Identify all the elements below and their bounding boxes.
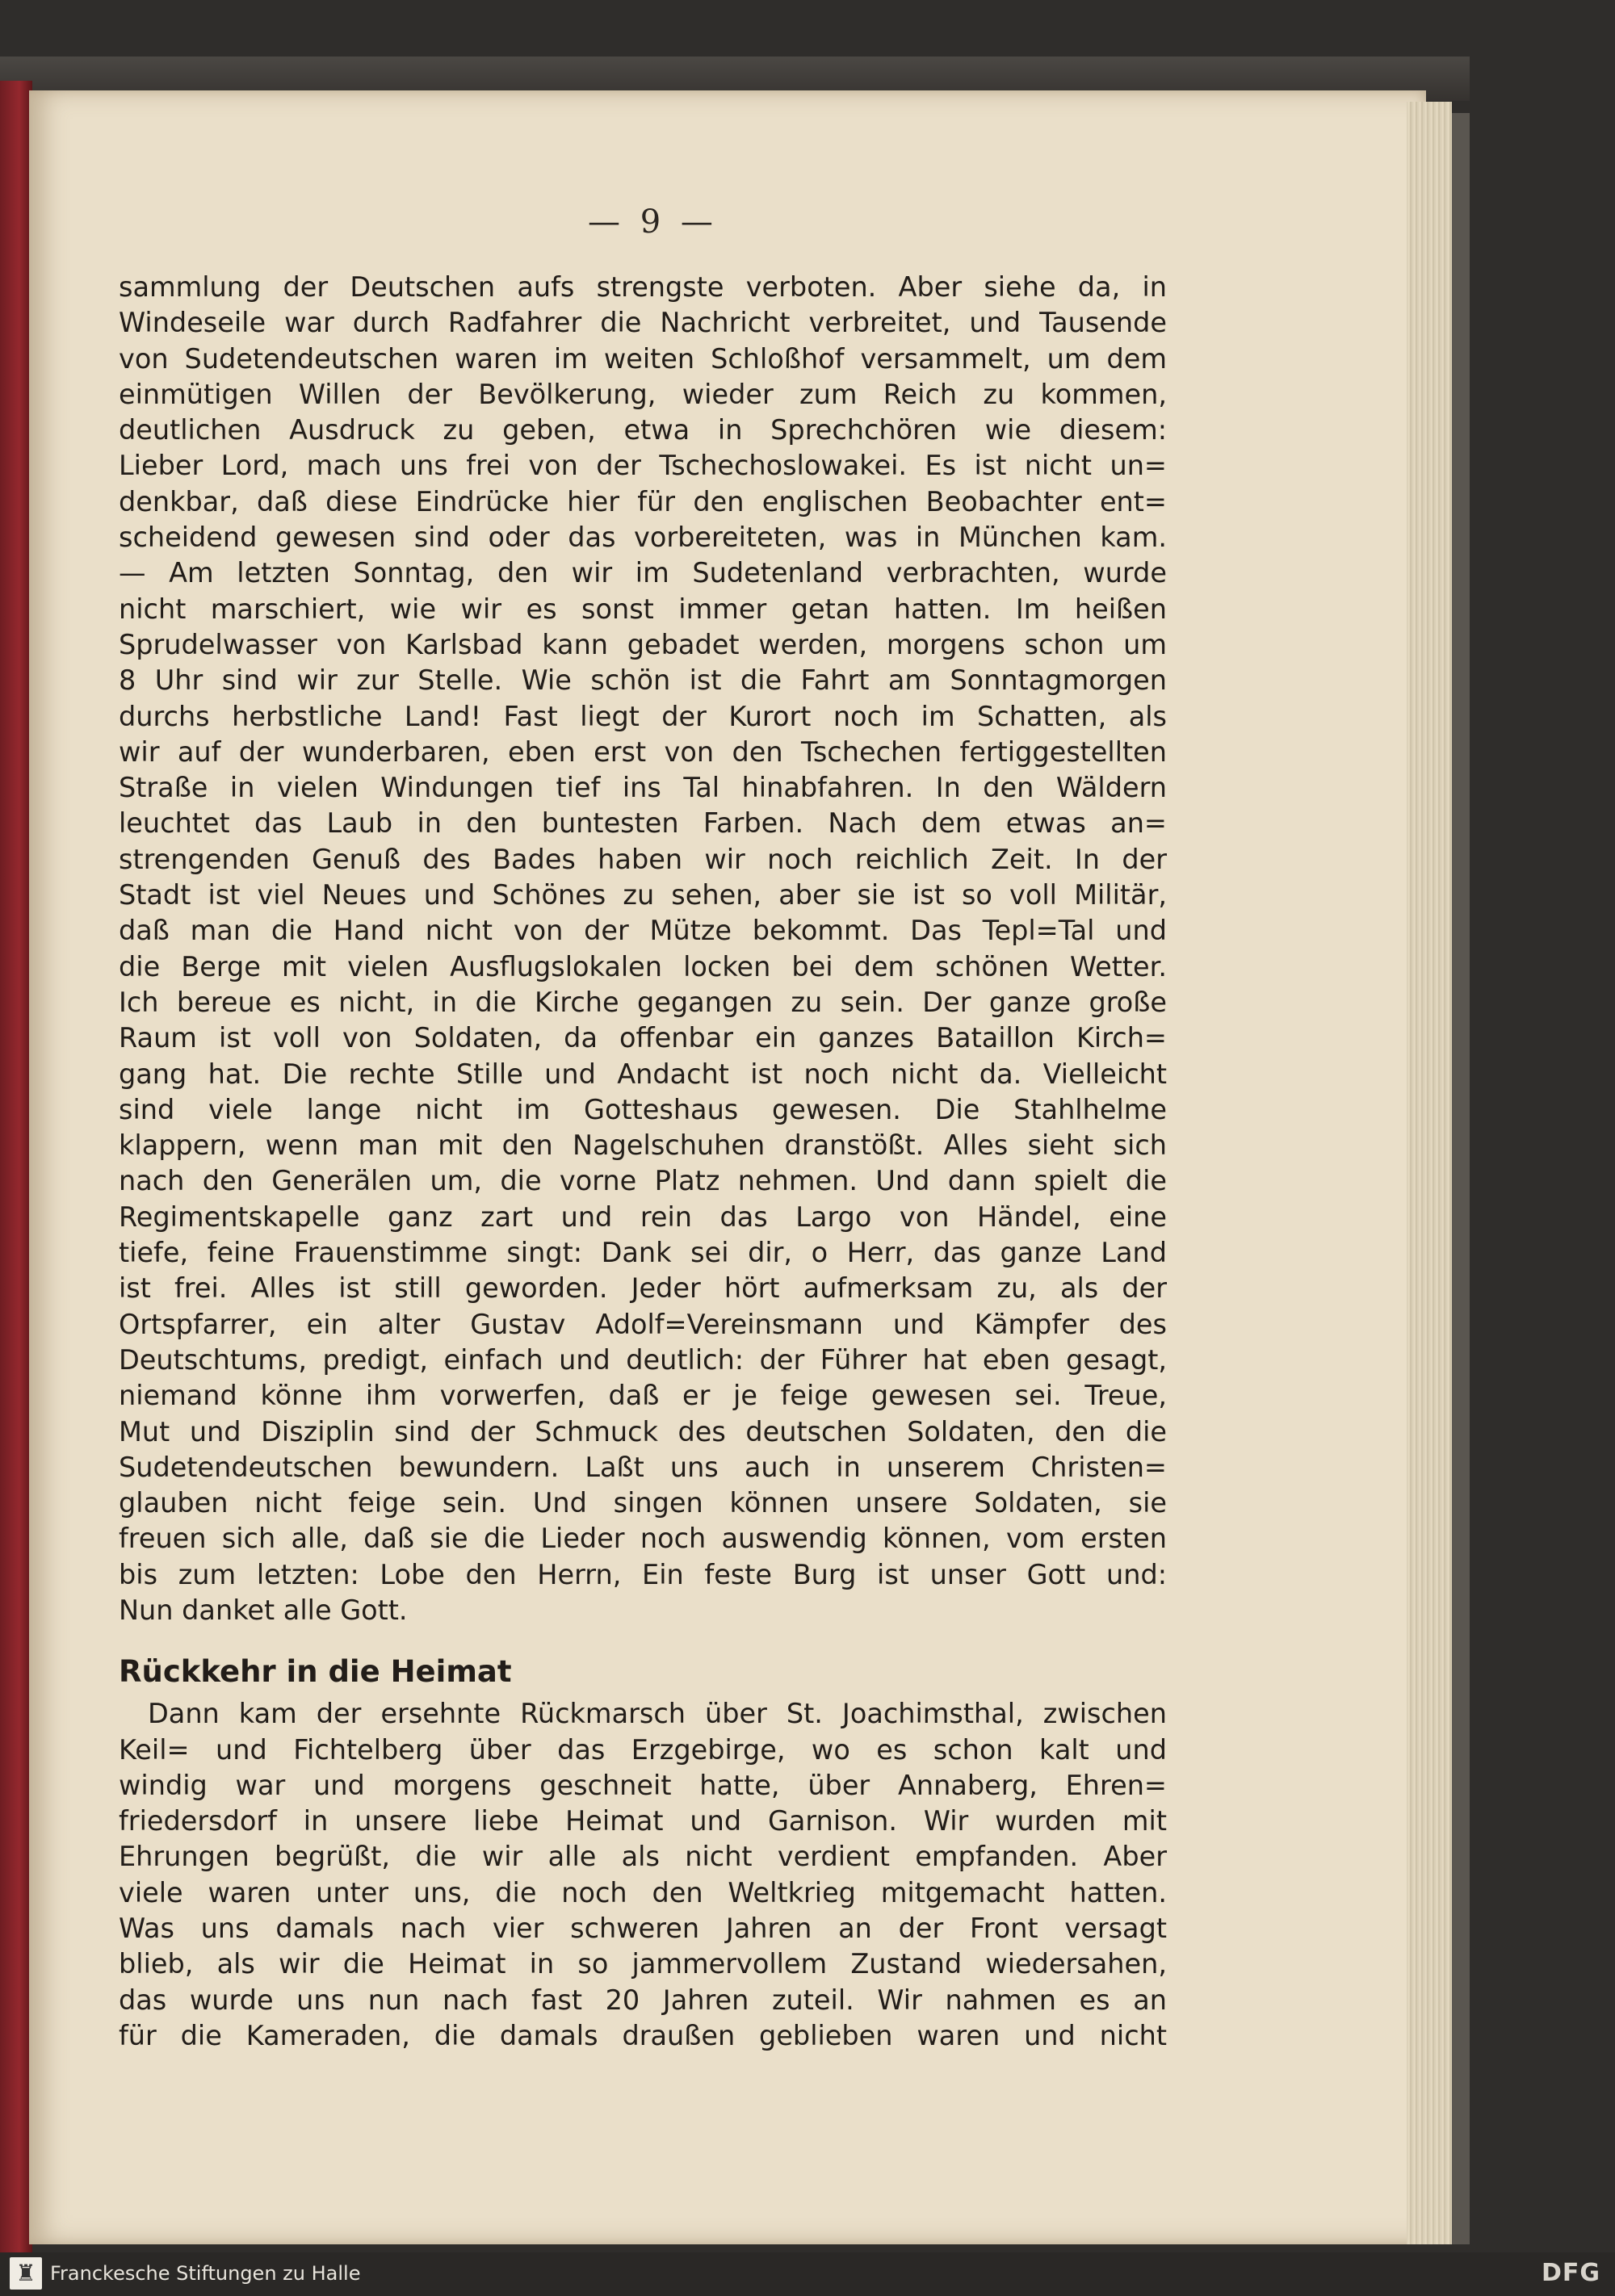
text-line: Ortspfarrer, ein alter Gustav Adolf=Vereinsmann und Kämpfer des	[119, 1308, 1167, 1340]
text-line: durchs herbstliche Land! Fast liegt der Kurort noch im Schatten, als	[119, 700, 1167, 732]
text-line: sind viele lange nicht im Gotteshaus gewesen. Die Stahlhelme	[119, 1093, 1167, 1125]
dfg-logo: DFG	[1541, 2259, 1600, 2287]
text-line: wir auf der wunderbaren, eben erst von den Tschechen fertiggestellten	[119, 735, 1167, 768]
text-line: friedersdorf in unsere liebe Heimat und Garnison. Wir wurden mit	[119, 1805, 1167, 1837]
text-line: von Sudetendeutschen waren im weiten Schloßhof versammelt, um dem	[119, 342, 1167, 375]
text-line: strengenden Genuß des Bades haben wir noch reichlich Zeit. In der	[119, 843, 1167, 875]
text-line: für die Kameraden, die damals draußen geblieben waren und nicht	[119, 2019, 1167, 2051]
text-line: Keil= und Fichtelberg über das Erzgebirge, wo es schon kalt und	[119, 1733, 1167, 1766]
text-line: freuen sich alle, daß sie die Lieder noch auswendig können, vom ersten	[119, 1523, 1167, 1555]
text-line: denkbar, daß diese Eindrücke hier für den englischen Beobachter ent=	[119, 485, 1167, 517]
text-line: 8 Uhr sind wir zur Stelle. Wie schön ist die Fahrt am Sonntagmorgen	[119, 664, 1167, 697]
text-line: tiefe, feine Frauenstimme singt: Dank sei dir, o Herr, das ganze Land	[119, 1237, 1167, 1269]
text-line: klappern, wenn man mit den Nagelschuhen dranstößt. Alles sieht sich	[119, 1129, 1167, 1162]
text-line: leuchtet das Laub in den buntesten Farben. Nach dem etwas an=	[119, 807, 1167, 840]
page-stack-edge	[1407, 102, 1452, 2244]
text-line: bis zum letzten: Lobe den Herrn, Ein feste Burg ist unser Gott und:	[119, 1558, 1167, 1590]
text-line: glauben nicht feige sein. Und singen können unsere Soldaten, sie	[119, 1487, 1167, 1519]
text-line: gang hat. Die rechte Stille und Andacht ist noch nicht da. Vielleicht	[119, 1058, 1167, 1090]
text-line: Nun danket alle Gott.	[119, 1594, 408, 1626]
text-line: Ehrungen begrüßt, die wir alle als nicht verdient empfanden. Aber	[119, 1841, 1167, 1873]
institution-logo-icon: ♜	[10, 2257, 42, 2290]
text-line: das wurde uns nun nach fast 20 Jahren zuteil. Wir nahmen es an	[119, 1984, 1167, 2016]
page-body	[119, 270, 1167, 2054]
text-line: windig war und morgens geschneit hatte, über Annaberg, Ehren=	[119, 1769, 1167, 1801]
page-number-header: — 9 —	[588, 203, 718, 241]
text-line: sammlung der Deutschen aufs strengste verboten. Aber siehe da, in	[119, 271, 1167, 303]
text-line: Dann kam der ersehnte Rückmarsch über St. Joachimsthal, zwischen	[148, 1698, 1167, 1730]
text-line: Lieber Lord, mach uns frei von der Tschechoslowakei. Es ist nicht un=	[119, 450, 1167, 482]
text-line: Windeseile war durch Radfahrer die Nachricht verbreitet, und Tausende	[119, 307, 1167, 339]
text-line: nicht marschiert, wie wir es sonst immer getan hatten. Im heißen	[119, 593, 1167, 625]
book-cover-edge	[0, 81, 32, 2252]
text-line: nach den Generälen um, die vorne Platz nehmen. Und dann spielt die	[119, 1165, 1167, 1197]
text-line: Regimentskapelle ganz zart und rein das Largo von Händel, eine	[119, 1200, 1167, 1233]
section-heading: Rückkehr in die Heimat	[119, 1654, 512, 1690]
text-line: deutlichen Ausdruck zu geben, etwa in Sprechchören wie diesem:	[119, 414, 1167, 446]
text-line: Deutschtums, predigt, einfach und deutlich: der Führer hat eben gesagt,	[119, 1343, 1167, 1376]
viewer-footer	[0, 2252, 1615, 2296]
text-line: daß man die Hand nicht von der Mütze bekommt. Das Tepl=Tal und	[119, 915, 1167, 947]
text-line: die Berge mit vielen Ausflugslokalen locken bei dem schönen Wetter.	[119, 950, 1167, 983]
text-line: ist frei. Alles ist still geworden. Jeder hört aufmerksam zu, als der	[119, 1272, 1167, 1305]
text-line: scheidend gewesen sind oder das vorbereiteten, was in München kam.	[119, 522, 1167, 554]
text-line: — Am letzten Sonntag, den wir im Sudetenland verbrachten, wurde	[119, 557, 1167, 589]
institution-name: Franckesche Stiftungen zu Halle	[50, 2262, 361, 2285]
text-line: niemand könne ihm vorwerfen, daß er je feige gewesen sei. Treue,	[119, 1380, 1167, 1412]
text-line: Ich bereue es nicht, in die Kirche gegangen zu sein. Der ganze große	[119, 986, 1167, 1018]
text-line: Mut und Disziplin sind der Schmuck des deutschen Soldaten, den die	[119, 1415, 1167, 1448]
page-stack-shadow	[1452, 113, 1470, 2244]
text-line: Stadt ist viel Neues und Schönes zu sehen, aber sie ist so voll Militär,	[119, 879, 1167, 911]
text-line: blieb, als wir die Heimat in so jammervollem Zustand wiedersahen,	[119, 1948, 1167, 1980]
text-line: Sudetendeutschen bewundern. Laßt uns auch in unserem Christen=	[119, 1451, 1167, 1483]
text-line: Straße in vielen Windungen tief ins Tal hinabfahren. In den Wäldern	[119, 772, 1167, 804]
text-line: einmütigen Willen der Bevölkerung, wieder zum Reich zu kommen,	[119, 378, 1167, 410]
text-line: Sprudelwasser von Karlsbad kann gebadet werden, morgens schon um	[119, 628, 1167, 660]
text-line: viele waren unter uns, die noch den Weltkrieg mitgemacht hatten.	[119, 1876, 1167, 1908]
text-line: Raum ist voll von Soldaten, da offenbar ein ganzes Bataillon Kirch=	[119, 1022, 1167, 1054]
text-line: Was uns damals nach vier schweren Jahren an der Front versagt	[119, 1913, 1167, 1945]
